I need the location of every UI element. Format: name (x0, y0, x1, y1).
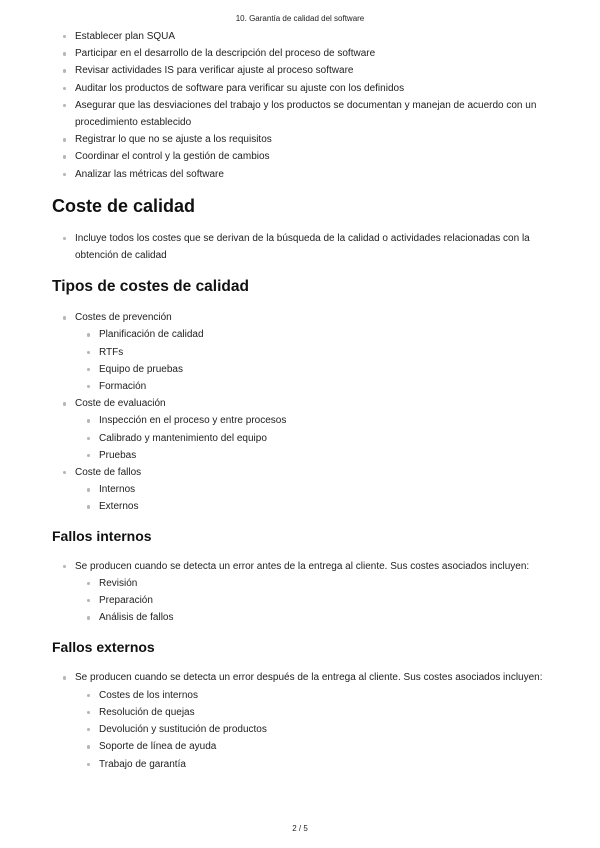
list-item: Incluye todos los costes que se derivan de la búsqueda de la calidad o actividades relacionadas con la obtención de calidad (52, 230, 552, 264)
sub-list-item: RTFs (76, 344, 552, 361)
list-item (52, 669, 552, 772)
list-item: Participar en el desarrollo de la descripción del proceso de software (52, 45, 552, 62)
sub-list-item: Preparación (76, 592, 552, 609)
list-item: Registrar lo que no se ajuste a los requisitos (52, 131, 552, 148)
list-item-prevencion (52, 309, 552, 395)
list-item: Auditar los productos de software para verificar su ajuste con los definidos (52, 80, 552, 97)
sub-list-item: Internos (76, 481, 552, 498)
description: Se producen cuando se detecta un error antes de la entrega al cliente. Sus costes asociados incluyen: (75, 560, 530, 572)
group-label: Coste de fallos (75, 467, 142, 479)
sub-list-item: Externos (76, 498, 552, 515)
sub-list (76, 687, 552, 773)
sub-list-item: Pruebas (76, 447, 552, 464)
list-item: Asegurar que las desviaciones del trabajo y los productos se documentan y manejan de acuerdo con un procedimiento establecido (52, 97, 552, 131)
sub-list-item: Soporte de línea de ayuda (76, 738, 552, 755)
document-body (52, 28, 552, 773)
page-header: 10. Garantía de calidad del software (235, 14, 365, 23)
fallos-externos-list (52, 669, 552, 772)
section-heading-fallos-externos: Fallos externos (52, 639, 155, 656)
list-item-fallos (52, 464, 552, 516)
sub-list (76, 575, 552, 627)
list-item: Establecer plan SQUA (52, 28, 552, 45)
description: Se producen cuando se detecta un error después de la entrega al cliente. Sus costes asociados incluyen: (75, 672, 543, 684)
sub-list-item: Revisión (76, 575, 552, 592)
fallos-internos-list (52, 558, 552, 627)
intro-list (52, 28, 552, 183)
page-number: 2 / 5 (292, 824, 308, 833)
sub-list-item: Calibrado y mantenimiento del equipo (76, 430, 552, 447)
tipos-costes-list (52, 309, 552, 515)
section-heading-coste-calidad: Coste de calidad (52, 195, 196, 216)
coste-calidad-list (52, 230, 552, 264)
list-item (52, 558, 552, 627)
sub-list-item: Análisis de fallos (76, 609, 552, 626)
list-item-evaluacion (52, 395, 552, 464)
group-label: Coste de evaluación (75, 398, 166, 410)
sub-list (76, 481, 552, 515)
sub-list (76, 412, 552, 464)
sub-list-item: Trabajo de garantía (76, 756, 552, 773)
sub-list (76, 326, 552, 395)
group-label: Costes de prevención (75, 312, 172, 324)
sub-list-item: Costes de los internos (76, 687, 552, 704)
sub-list-item: Equipo de pruebas (76, 361, 552, 378)
sub-list-item: Formación (76, 378, 552, 395)
sub-list-item: Resolución de quejas (76, 704, 552, 721)
list-item: Coordinar el control y la gestión de cambios (52, 148, 552, 165)
sub-list-item: Planificación de calidad (76, 326, 552, 343)
section-heading-fallos-internos: Fallos internos (52, 527, 152, 544)
list-item: Analizar las métricas del software (52, 166, 552, 183)
list-item: Revisar actividades IS para verificar ajuste al proceso software (52, 62, 552, 79)
sub-list-item: Devolución y sustitución de productos (76, 721, 552, 738)
section-heading-tipos-costes: Tipos de costes de calidad (52, 278, 249, 296)
sub-list-item: Inspección en el proceso y entre procesos (76, 412, 552, 429)
